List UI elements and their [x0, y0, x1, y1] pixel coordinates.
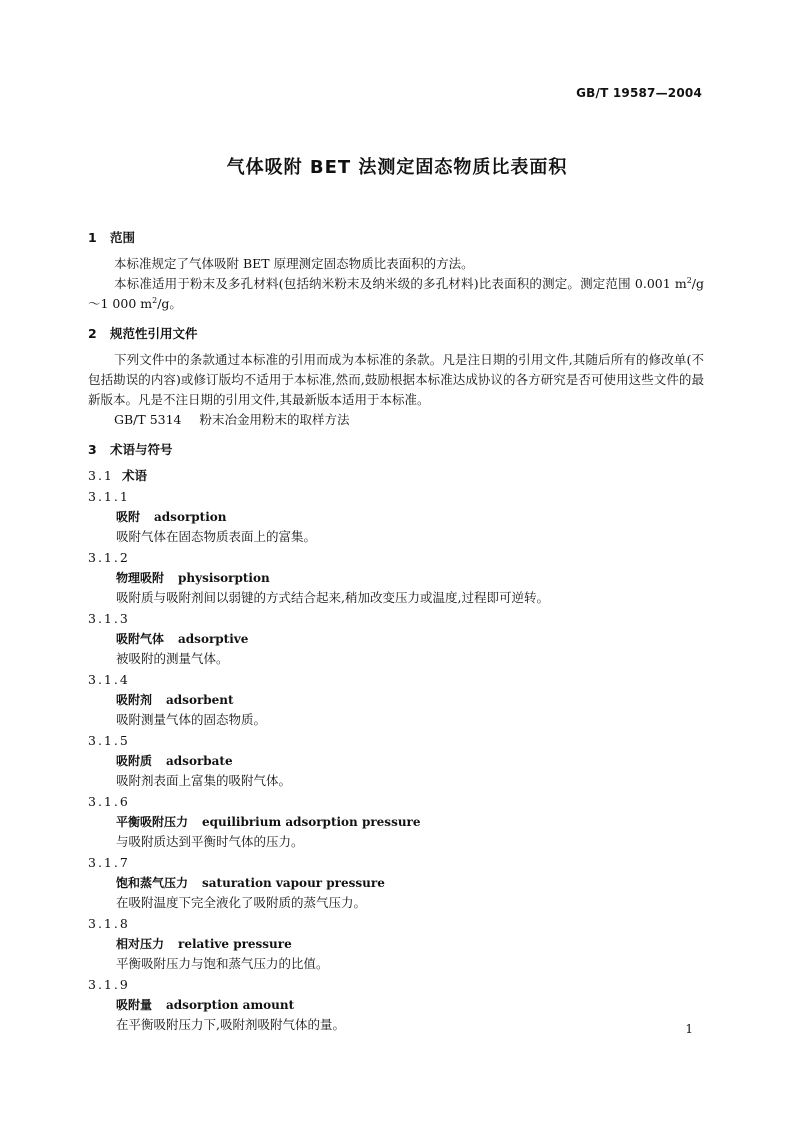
term-heading [88, 690, 704, 710]
term-english: saturation vapour pressure [202, 876, 385, 890]
document-title: 气体吸附 BET 法测定固态物质比表面积 [226, 157, 568, 178]
term-entry [88, 731, 704, 791]
subsection-3-1-heading [88, 466, 704, 486]
section-title: 范围 [110, 230, 136, 245]
section-2-heading [88, 324, 704, 344]
standard-code: GB/T 19587—2004 [576, 86, 702, 100]
term-chinese: 相对压力 [116, 937, 165, 951]
term-entry [88, 853, 704, 913]
term-english: adsorption [154, 510, 227, 524]
term-definition: 与吸附质达到平衡时气体的压力。 [116, 834, 304, 849]
term-chinese: 物理吸附 [116, 571, 165, 585]
term-heading [88, 507, 704, 527]
term-definition: 被吸附的测量气体。 [116, 651, 229, 666]
term-number: 3.1.7 [88, 855, 130, 870]
term-entry [88, 792, 704, 852]
term-number: 3.1.3 [88, 611, 130, 626]
term-number: 3.1.9 [88, 977, 130, 992]
reference-code: GB/T 5314 [114, 412, 182, 427]
term-chinese: 吸附 [116, 510, 141, 524]
term-heading [88, 873, 704, 893]
reference-item [88, 410, 704, 430]
term-number: 3.1.5 [88, 733, 130, 748]
section-number: 3 [88, 442, 97, 457]
term-definition: 吸附质与吸附剂间以弱键的方式结合起来,稍加改变压力或温度,过程即可逆转。 [116, 590, 549, 605]
term-entry [88, 548, 704, 608]
term-entry [88, 487, 704, 547]
term-chinese: 吸附量 [116, 998, 153, 1012]
scope-text-a: 本标准适用于粉末及多孔材料(包括纳米粉末及纳米级的多孔材料)比表面积的测定。测定范围 0.001 m [114, 276, 687, 291]
term-number: 3.1.4 [88, 672, 130, 687]
superscript: 2 [152, 295, 158, 305]
term-chinese: 吸附气体 [116, 632, 165, 646]
term-heading [88, 568, 704, 588]
document-body [88, 220, 704, 1035]
section-number: 1 [88, 230, 97, 245]
term-definition: 吸附测量气体的固态物质。 [116, 712, 267, 727]
term-heading [88, 812, 704, 832]
section-title: 术语与符号 [110, 442, 173, 457]
scope-paragraph-2 [88, 274, 704, 314]
term-entry [88, 914, 704, 974]
term-heading [88, 995, 704, 1015]
term-number: 3.1.8 [88, 916, 130, 931]
term-chinese: 吸附剂 [116, 693, 153, 707]
term-definition: 平衡吸附压力与饱和蒸气压力的比值。 [116, 956, 329, 971]
term-definition: 在平衡吸附压力下,吸附剂吸附气体的量。 [116, 1017, 345, 1032]
terms-list [88, 487, 704, 1035]
term-english: adsorbate [166, 754, 233, 768]
subsection-title: 术语 [122, 468, 148, 483]
term-english: relative pressure [178, 937, 292, 951]
term-entry [88, 670, 704, 730]
term-heading [88, 629, 704, 649]
normative-references-paragraph: 下列文件中的条款通过本标准的引用而成为本标准的条款。凡是注日期的引用文件,其随后所有的修改单(不包括勘误的内容)或修订版均不适用于本标准,然而,鼓励根据本标准达成协议的各方研究是否可使用这些文件的最新版本。凡是不注日期的引用文件,其最新版本适用于本标准。 [88, 352, 704, 407]
term-english: adsorptive [178, 632, 249, 646]
term-entry [88, 975, 704, 1035]
section-number: 2 [88, 326, 97, 341]
term-chinese: 饱和蒸气压力 [116, 876, 189, 890]
term-number: 3.1.1 [88, 489, 130, 504]
term-entry [88, 609, 704, 669]
section-1-heading [88, 228, 704, 248]
term-number: 3.1.6 [88, 794, 130, 809]
section-title: 规范性引用文件 [110, 326, 198, 341]
scope-paragraph-1: 本标准规定了气体吸附 BET 原理测定固态物质比表面积的方法。 [114, 256, 474, 271]
term-english: equilibrium adsorption pressure [202, 815, 421, 829]
subsection-number: 3.1 [88, 468, 114, 483]
section-3-heading [88, 440, 704, 460]
term-definition: 在吸附温度下完全液化了吸附质的蒸气压力。 [116, 895, 367, 910]
term-heading [88, 934, 704, 954]
term-heading [88, 751, 704, 771]
scope-text-b: /g～1 000 m [88, 276, 704, 311]
term-english: adsorbent [166, 693, 234, 707]
term-chinese: 平衡吸附压力 [116, 815, 189, 829]
page-number: 1 [685, 1022, 693, 1036]
term-english: adsorption amount [166, 998, 295, 1012]
term-definition: 吸附气体在固态物质表面上的富集。 [116, 529, 317, 544]
reference-title: 粉末冶金用粉末的取样方法 [199, 412, 350, 427]
term-number: 3.1.2 [88, 550, 130, 565]
term-chinese: 吸附质 [116, 754, 153, 768]
scope-text-c: /g。 [157, 296, 182, 311]
term-english: physisorption [178, 571, 270, 585]
term-definition: 吸附剂表面上富集的吸附气体。 [116, 773, 292, 788]
superscript: 2 [686, 275, 692, 285]
